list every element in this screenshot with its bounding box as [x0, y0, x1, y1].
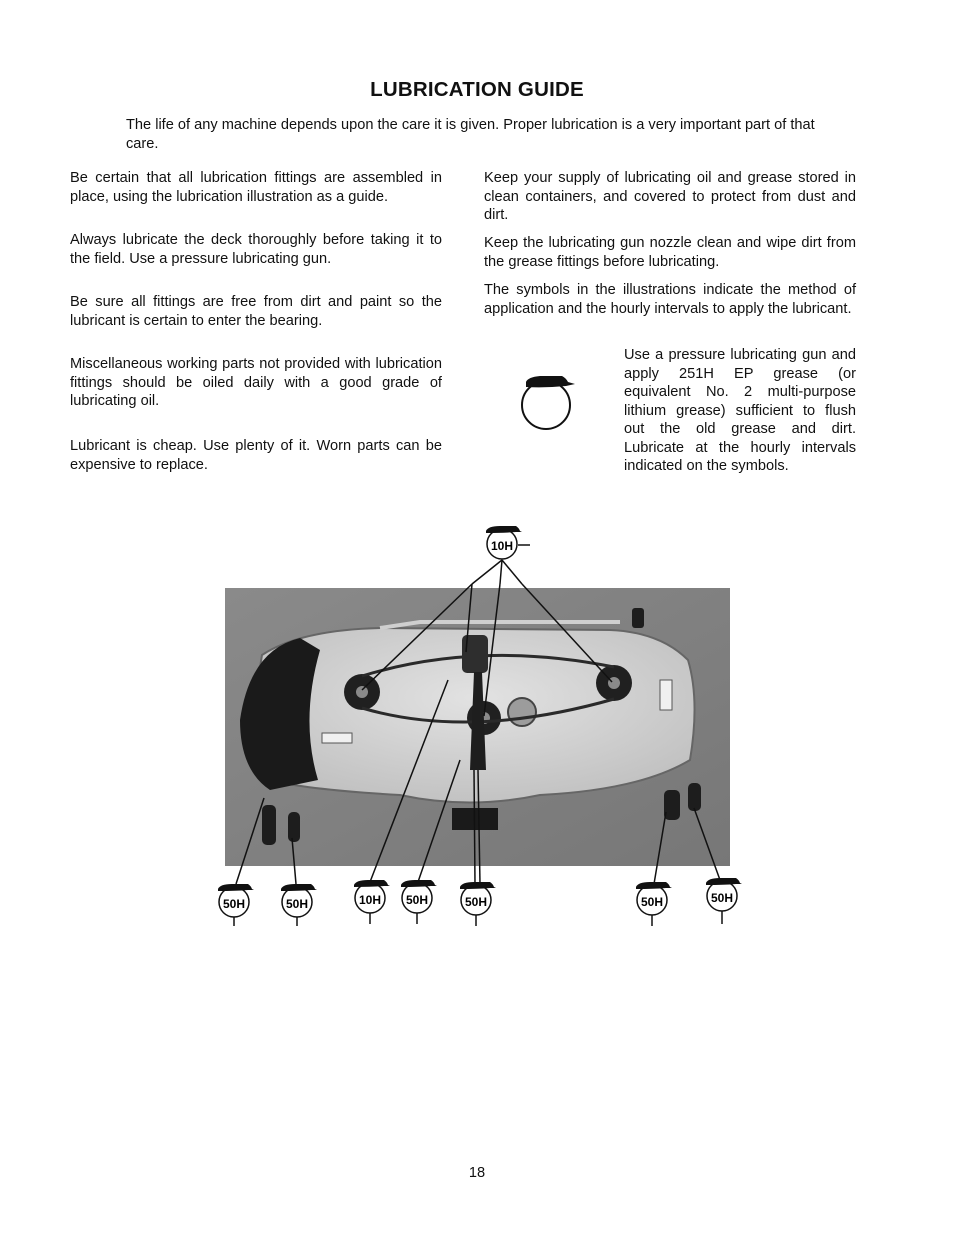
svg-text:10H: 10H — [490, 539, 514, 553]
svg-text:50H: 50H — [710, 891, 734, 905]
page-number: 18 — [468, 1165, 486, 1181]
left-paragraph-3: Be sure all fittings are free from dirt and paint so the lubricant is certain to enter the bearing. — [70, 294, 442, 329]
grease-gun-icon — [522, 376, 575, 429]
right-paragraph-2: Keep the lubricating gun nozzle clean and wipe dirt from the grease fittings before lubricating. — [484, 235, 856, 270]
grease-instructions: Use a pressure lubricating gun and apply 251H EP grease (or equivalent No. 2 multi-purpose lithium grease) sufficient to flush out the old grease and dirt. Lubricate at the hourly intervals indicated on the symbols. — [624, 347, 856, 474]
left-paragraph-2: Always lubricate the deck thoroughly before taking it to the field. Use a pressure lubricating gun. — [70, 232, 442, 267]
lube-symbol-2 — [281, 884, 317, 917]
right-paragraph-1: Keep your supply of lubricating oil and grease stored in clean containers, and covered to protect from dust and dirt. — [484, 170, 856, 223]
svg-text:10H: 10H — [358, 893, 382, 907]
mower-deck-photo — [225, 588, 730, 866]
svg-text:50H: 50H — [222, 897, 246, 911]
left-paragraph-4: Miscellaneous working parts not provided with lubrication fittings should be oiled daily with a good grade of lubricating oil. — [70, 356, 442, 409]
svg-text:50H: 50H — [640, 895, 664, 909]
right-paragraph-3: The symbols in the illustrations indicate the method of application and the hourly intervals to apply the lubricant. — [484, 282, 856, 317]
lube-symbol-4 — [401, 880, 437, 913]
left-paragraph-1: Be certain that all lubrication fittings are assembled in place, using the lubrication illustration as a guide. — [70, 170, 442, 205]
svg-text:50H: 50H — [285, 897, 309, 911]
lube-symbol-top — [486, 526, 522, 559]
page-title: LUBRICATION GUIDE — [370, 78, 584, 101]
lube-symbol-1 — [218, 884, 254, 917]
left-paragraph-5: Lubricant is cheap. Use plenty of it. Worn parts can be expensive to replace. — [70, 438, 442, 473]
svg-text:50H: 50H — [464, 895, 488, 909]
svg-text:50H: 50H — [405, 893, 429, 907]
intro-paragraph: The life of any machine depends upon the care it is given. Proper lubrication is a very important part of that care. — [126, 117, 815, 152]
lube-symbol-5 — [460, 882, 496, 915]
lube-symbol-7 — [706, 878, 742, 911]
lube-symbol-3 — [354, 880, 390, 913]
lube-symbol-6 — [636, 882, 672, 915]
